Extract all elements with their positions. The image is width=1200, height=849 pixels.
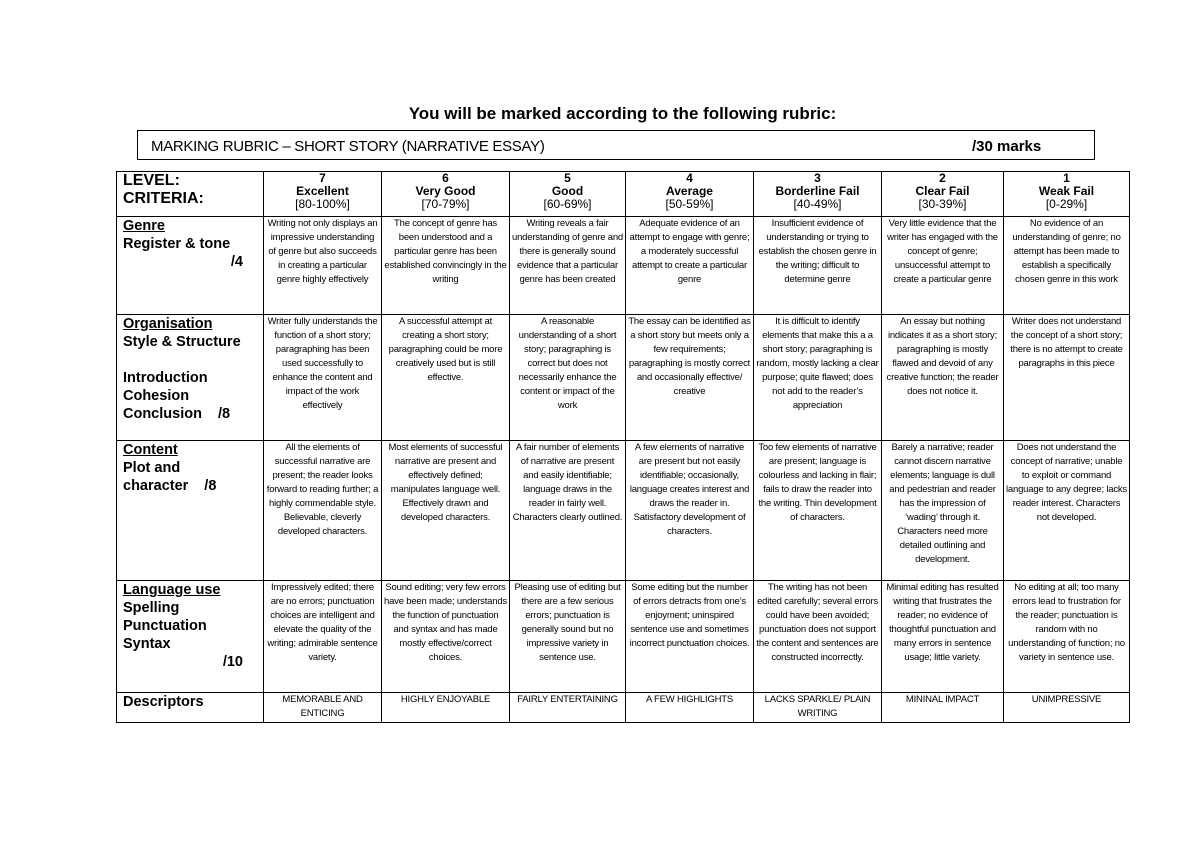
level-range: [0-29%] bbox=[1045, 197, 1088, 211]
criterion-row-language bbox=[117, 581, 1130, 693]
criterion-detail: Cohesion bbox=[123, 388, 190, 404]
descriptor-cell: Minimal editing has resulted writing that frustrates the reader; no evidence of thoughtful punctuation and many errors in sentence usage; little variety. bbox=[882, 581, 1004, 693]
descriptor-cell: Adequate evidence of an attempt to engage with genre; a moderately successful attempt to create a particular genre bbox=[626, 217, 754, 315]
descriptor-cell: Writing reveals a fair understanding of genre and there is generally sound evidence that a particular genre has been created bbox=[510, 217, 626, 315]
level-name: Borderline Fail bbox=[775, 184, 860, 198]
criterion-detail: Syntax bbox=[123, 636, 171, 652]
criterion-name: Genre bbox=[123, 218, 165, 234]
level-number: 4 bbox=[686, 171, 693, 185]
page-heading: You will be marked according to the following rubric: bbox=[408, 104, 837, 123]
descriptor-cell: Too few elements of narrative are present; language is colourless and lacking in flair; fails to draw the reader into the writing. Thin development of characters. bbox=[754, 441, 882, 581]
descriptor-cell: Some editing but the number of errors detracts from one’s enjoyment; uninspired sentence use and sometimes incorrect punctuation choices. bbox=[626, 581, 754, 693]
level-number: 2 bbox=[939, 171, 946, 185]
level-range: [60-69%] bbox=[543, 197, 592, 211]
level-name: Very Good bbox=[415, 184, 476, 198]
level-range: [40-49%] bbox=[793, 197, 842, 211]
level-header bbox=[1004, 172, 1130, 217]
criterion-mark: /4 bbox=[230, 254, 243, 270]
criterion-detail: Style & Structure bbox=[123, 334, 241, 350]
level-name: Good bbox=[551, 184, 584, 198]
descriptor-cell: A successful attempt at creating a short story; paragraphing could be more creatively used but is still effective. bbox=[382, 315, 510, 441]
descriptor-cell: A few elements of narrative are present but not easily identifiable; occasionally, language creates interest and draws the reader in. Satisfactory development of characters. bbox=[626, 441, 754, 581]
descriptor-cell: All the elements of successful narrative are present; the reader looks forward to reading further; a highly commendable style. Believable, cleverly developed characters. bbox=[264, 441, 382, 581]
descriptor-value: A FEW HIGHLIGHTS bbox=[626, 693, 754, 723]
level-number: 1 bbox=[1063, 171, 1070, 185]
descriptor-cell: Insufficient evidence of understanding or trying to establish the chosen genre in the writing; difficult to determine genre bbox=[754, 217, 882, 315]
criterion-row-genre bbox=[117, 217, 1130, 315]
descriptor-cell: It is difficult to identify elements that make this a a short story; paragraphing is random, mostly lacking a clear purpose; quite flawed; does not add to the reader’s appreciation bbox=[754, 315, 882, 441]
descriptor-cell: The writing has not been edited carefully; several errors could have been avoided; punctuation does not support the content and sentences are constructed incorrectly. bbox=[754, 581, 882, 693]
level-header bbox=[264, 172, 382, 217]
header-row bbox=[117, 172, 1130, 217]
descriptor-cell: The concept of genre has been understood and a particular genre has been established convincingly in the writing bbox=[382, 217, 510, 315]
criterion-row-organisation bbox=[117, 315, 1130, 441]
criterion-content bbox=[117, 441, 264, 581]
descriptor-cell: Impressively edited; there are no errors; punctuation choices are intelligent and elevate the quality of the writing; admirable sentence variety. bbox=[264, 581, 382, 693]
descriptor-cell: Writer fully understands the function of a short story; paragraphing has been used successfully to enhance the content and impact of the work effectively bbox=[264, 315, 382, 441]
level-header bbox=[754, 172, 882, 217]
criterion-mark: /8 bbox=[217, 406, 231, 422]
criterion-row-content bbox=[117, 441, 1130, 581]
level-number: 5 bbox=[564, 171, 571, 185]
level-number: 7 bbox=[319, 171, 326, 185]
level-number: 3 bbox=[814, 171, 821, 185]
rubric-banner bbox=[137, 130, 1095, 160]
descriptor-cell: Sound editing; very few errors have been made; understands the function of punctuation and syntax and has made mostly effective/correct choices. bbox=[382, 581, 510, 693]
criterion-organisation bbox=[117, 315, 264, 441]
descriptor-cell: Writer does not understand the concept of a short story; there is no attempt to create paragraphs in this piece bbox=[1004, 315, 1130, 441]
descriptor-cell: Writing not only displays an impressive understanding of genre but also succeeds in creating a particular genre highly effectively bbox=[264, 217, 382, 315]
descriptor-value: UNIMPRESSIVE bbox=[1004, 693, 1130, 723]
criterion-detail: Plot and bbox=[123, 460, 181, 476]
descriptor-cell: Very little evidence that the writer has engaged with the concept of genre; unsuccessful attempt to create a particular genre bbox=[882, 217, 1004, 315]
level-header bbox=[510, 172, 626, 217]
level-name: Average bbox=[666, 184, 713, 198]
descriptor-cell: Barely a narrative; reader cannot discern narrative elements; language is dull and pedestrian and reader has the impression of ‘wading’ through it. Characters need more detailed outlining and development. bbox=[882, 441, 1004, 581]
descriptor-cell: No editing at all; too many errors lead to frustration for the reader; punctuation is random with no understanding of function; no variety in sentence use. bbox=[1004, 581, 1130, 693]
criterion-detail: Introduction bbox=[123, 370, 208, 386]
descriptor-value: MEMORABLE AND ENTICING bbox=[264, 693, 382, 723]
descriptor-value: MININAL IMPACT bbox=[882, 693, 1004, 723]
level-number: 6 bbox=[442, 171, 449, 185]
criterion-detail: Register & tone bbox=[123, 236, 231, 252]
criterion-mark: /8 bbox=[204, 478, 217, 494]
total-marks: /30 marks bbox=[972, 138, 1042, 155]
rubric-title: MARKING RUBRIC – SHORT STORY (NARRATIVE ESSAY) bbox=[151, 138, 545, 155]
descriptor-value: LACKS SPARKLE/ PLAIN WRITING bbox=[754, 693, 882, 723]
criterion-name: Content bbox=[123, 442, 178, 458]
descriptors-row bbox=[117, 693, 1130, 723]
criterion-genre bbox=[117, 217, 264, 315]
level-label: LEVEL: bbox=[123, 172, 180, 189]
level-header bbox=[882, 172, 1004, 217]
criterion-detail: Spelling bbox=[123, 600, 180, 616]
level-range: [50-59%] bbox=[665, 197, 714, 211]
criteria-label: CRITERIA: bbox=[123, 190, 204, 207]
rubric-table bbox=[116, 171, 1130, 723]
level-range: [80-100%] bbox=[295, 197, 350, 211]
descriptor-value: FAIRLY ENTERTAINING bbox=[510, 693, 626, 723]
level-name: Weak Fail bbox=[1038, 184, 1095, 198]
level-header bbox=[382, 172, 510, 217]
criterion-name: Language use bbox=[123, 582, 221, 598]
descriptor-value: HIGHLY ENJOYABLE bbox=[382, 693, 510, 723]
descriptor-cell: Does not understand the concept of narrative; unable to exploit or command language to any degree; lacks reader interest. Characters not developed. bbox=[1004, 441, 1130, 581]
descriptor-cell: No evidence of an understanding of genre; no attempt has been made to establish a specifically chosen genre in this work bbox=[1004, 217, 1130, 315]
criterion-detail: Punctuation bbox=[123, 618, 207, 634]
level-range: [30-39%] bbox=[918, 197, 967, 211]
criterion-detail: Conclusion bbox=[123, 406, 202, 422]
descriptor-cell: The essay can be identified as a short story but meets only a few requirements; paragraphing is mostly correct and occasionally effective/ creative bbox=[626, 315, 754, 441]
criterion-mark: /10 bbox=[222, 654, 243, 670]
descriptor-cell: An essay but nothing indicates it as a short story; paragraphing is mostly flawed and devoid of any creative function; the reader does not notice it. bbox=[882, 315, 1004, 441]
level-name: Excellent bbox=[296, 184, 349, 198]
level-criteria-header bbox=[117, 172, 264, 217]
descriptor-cell: A reasonable understanding of a short story; paragraphing is correct but does not necessarily enhance the content or impact of the work bbox=[510, 315, 626, 441]
criterion-language-use bbox=[117, 581, 264, 693]
level-header bbox=[626, 172, 754, 217]
descriptors-label: Descriptors bbox=[117, 693, 264, 723]
descriptor-cell: Most elements of successful narrative are present and effectively defined; manipulates language well. Effectively drawn and developed characters. bbox=[382, 441, 510, 581]
descriptor-cell: Pleasing use of editing but there are a few serious errors; punctuation is generally sound but no impressive variety in sentence use. bbox=[510, 581, 626, 693]
criterion-detail: character bbox=[123, 478, 189, 494]
level-name: Clear Fail bbox=[915, 184, 970, 198]
level-range: [70-79%] bbox=[421, 197, 470, 211]
descriptor-cell: A fair number of elements of narrative are present and easily identifiable; language draws in the reader in fairly well. Characters clearly outlined. bbox=[510, 441, 626, 581]
criterion-name: Organisation bbox=[123, 316, 213, 332]
